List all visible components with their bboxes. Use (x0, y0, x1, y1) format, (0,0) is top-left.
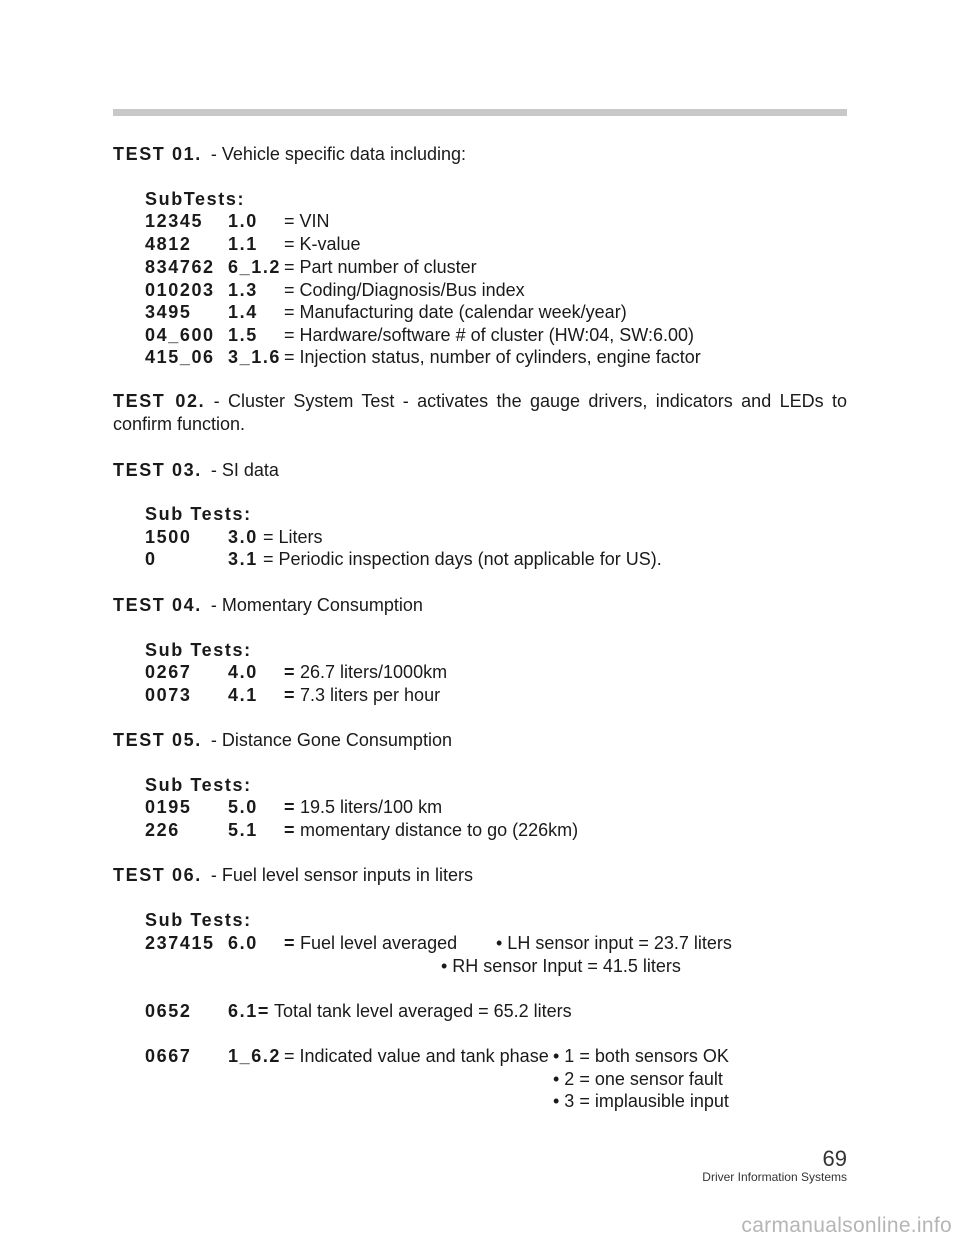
test01-row-code: 6_1.2 (228, 257, 282, 277)
test01-heading (113, 143, 466, 165)
test01-row-value: 834762 (145, 257, 215, 277)
test03-heading (113, 459, 279, 481)
test06-row-value: 237415 (145, 933, 215, 953)
test05-row-eq: = (284, 797, 297, 817)
test05-row-value: 226 (145, 820, 180, 840)
test06-row-value: 0667 (145, 1046, 192, 1066)
test04-row-code: 4.0 (228, 662, 258, 682)
test01-subtests-label: SubTests: (145, 189, 246, 209)
test01-row-desc: = Manufacturing date (calendar week/year) (284, 302, 627, 322)
test02-desc: - Cluster System Test - activates the gauge drivers, indicators and LEDs to confirm function. (113, 391, 847, 434)
test06-bullet: • 3 = implausible input (553, 1091, 729, 1111)
test04-row-eq: = (284, 662, 297, 682)
test01-row-value: 12345 (145, 211, 204, 231)
test05-row-desc: 19.5 liters/100 km (300, 797, 443, 817)
test01-row-value: 04_600 (145, 325, 215, 345)
test04-row-value: 0267 (145, 662, 192, 682)
test03-row-code: 3.0 (228, 527, 258, 547)
test03-row-value: 0 (145, 549, 157, 569)
test01-row-value: 415_06 (145, 347, 215, 367)
test06-row-code: 6.0 (228, 933, 258, 953)
test06-row-desc: Total tank level averaged = 65.2 liters (274, 1001, 572, 1021)
test05-row-desc: momentary distance to go (226km) (300, 820, 579, 840)
test06-row-desc: Fuel level averaged (300, 933, 458, 953)
test01-row-code: 1.5 (228, 325, 258, 345)
test05-heading (113, 729, 452, 751)
test01-row-code: 1.4 (228, 302, 258, 322)
test05-row-value: 0195 (145, 797, 192, 817)
test04-desc: - Momentary Consumption (210, 595, 423, 615)
test04-row-value: 0073 (145, 685, 192, 705)
watermark-text: carmanualsonline.info (741, 1214, 952, 1237)
test06-row-eq: = (284, 933, 297, 953)
test03-row-value: 1500 (145, 527, 192, 547)
test04-row-eq: = (284, 685, 297, 705)
test05-row-eq: = (284, 820, 297, 840)
test06-row-value: 0652 (145, 1001, 192, 1021)
test01-row-desc: = VIN (284, 211, 330, 231)
header-rule (113, 109, 847, 116)
test03-row-code: 3.1 (228, 549, 258, 569)
test03-subtests-label: Sub Tests: (145, 504, 252, 524)
test01-row-desc: = K-value (284, 234, 361, 254)
test05-subtests-label: Sub Tests: (145, 775, 252, 795)
test05-row-code: 5.0 (228, 797, 258, 817)
test01-row-code: 1.3 (228, 280, 258, 300)
test06-row-code: 6.1= (228, 1001, 270, 1021)
test03-desc: - SI data (210, 460, 279, 480)
test04-subtests-label: Sub Tests: (145, 640, 252, 660)
test06-row-desc: = Indicated value and tank phase (284, 1046, 549, 1066)
test02-title: TEST 02. (113, 391, 206, 411)
test01-row-value: 3495 (145, 302, 192, 322)
test04-heading (113, 594, 423, 616)
test03-title: TEST 03. (113, 460, 202, 480)
test01-row-desc: = Coding/Diagnosis/Bus index (284, 280, 525, 300)
test06-desc: - Fuel level sensor inputs in liters (210, 865, 473, 885)
test06-bullet: • 2 = one sensor fault (553, 1069, 723, 1089)
test06-bullet: • RH sensor Input = 41.5 liters (441, 956, 681, 976)
test06-heading (113, 864, 473, 886)
test01-row-code: 1.1 (228, 234, 258, 254)
test01-row-desc: = Injection status, number of cylinders, engine factor (284, 347, 701, 367)
test01-row-desc: = Part number of cluster (284, 257, 477, 277)
test04-row-desc: 26.7 liters/1000km (300, 662, 448, 682)
test05-title: TEST 05. (113, 730, 202, 750)
test04-row-code: 4.1 (228, 685, 258, 705)
test06-title: TEST 06. (113, 865, 202, 885)
test03-row-desc: = Periodic inspection days (not applicable for US). (263, 549, 662, 569)
test01-desc: - Vehicle specific data including: (210, 144, 466, 164)
test01-row-value: 010203 (145, 280, 215, 300)
test04-row-desc: 7.3 liters per hour (300, 685, 441, 705)
test01-row-code: 3_1.6 (228, 347, 282, 367)
test01-row-value: 4812 (145, 234, 192, 254)
test06-row-code: 1_6.2 (228, 1046, 282, 1066)
test01-row-desc: = Hardware/software # of cluster (HW:04, SW:6.00) (284, 325, 694, 345)
test05-desc: - Distance Gone Consumption (210, 730, 452, 750)
test03-row-desc: = Liters (263, 527, 323, 547)
footer-section-title: Driver Information Systems (702, 1170, 847, 1184)
test04-title: TEST 04. (113, 595, 202, 615)
test06-subtests-label: Sub Tests: (145, 910, 252, 930)
page-number: 69 (822, 1146, 847, 1171)
test01-row-code: 1.0 (228, 211, 258, 231)
test06-bullet: • LH sensor input = 23.7 liters (496, 933, 732, 953)
test02-paragraph (113, 390, 847, 436)
test01-title: TEST 01. (113, 144, 202, 164)
test06-bullet: • 1 = both sensors OK (553, 1046, 729, 1066)
test05-row-code: 5.1 (228, 820, 258, 840)
